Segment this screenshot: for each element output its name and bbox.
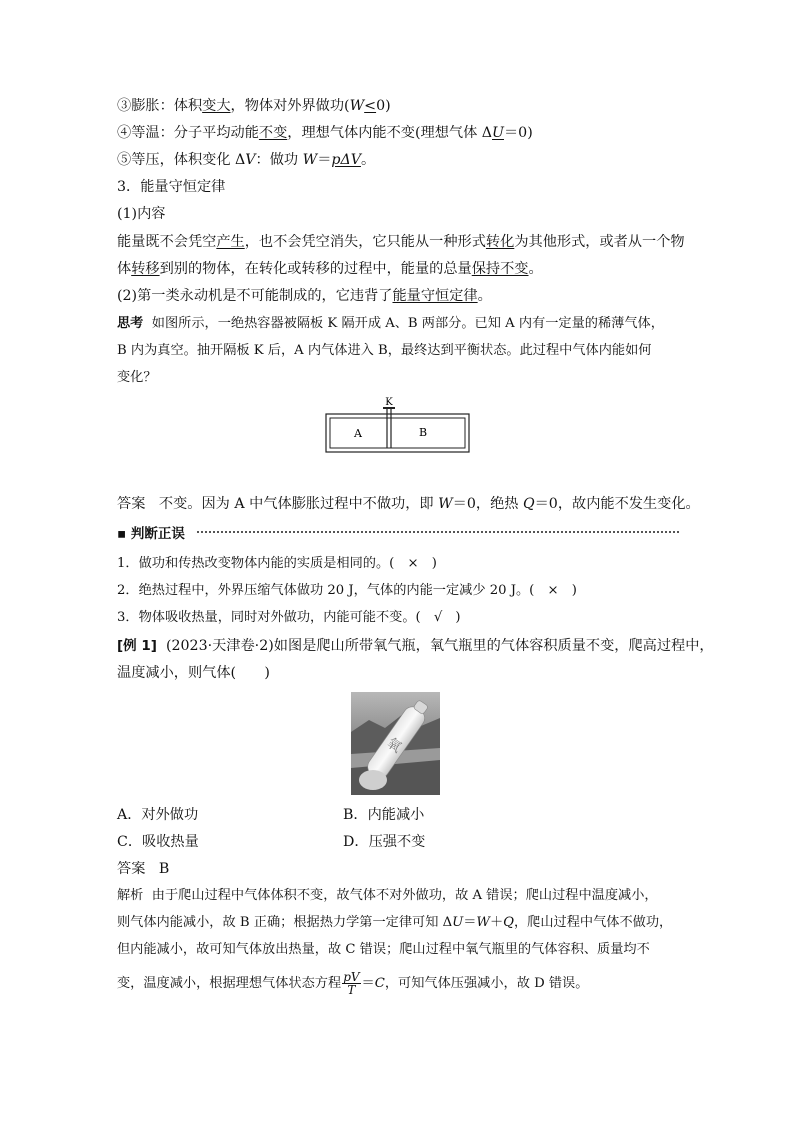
text: ＝0，绝热 bbox=[452, 496, 523, 512]
variable-q: Q bbox=[503, 915, 514, 930]
text: 但内能减小，故可知气体放出热量，故 C 错误；爬山过程中氧气瓶里的气体容积、质量均不 bbox=[117, 942, 650, 957]
text: 到别的物体，在转化或转移的过程中，能量的总量 bbox=[159, 261, 472, 277]
subheading-content bbox=[117, 204, 165, 224]
answer-value: B bbox=[158, 861, 170, 877]
text-line-perpetual-motion bbox=[117, 286, 492, 306]
variable-u: U bbox=[452, 915, 464, 930]
section-rule bbox=[197, 531, 679, 533]
example-label: [例 1] bbox=[117, 638, 157, 654]
answer-2-line bbox=[117, 859, 169, 879]
variable-c: C bbox=[374, 976, 385, 991]
text: (2)第一类永动机是不可能制成的，它违背了 bbox=[117, 288, 393, 304]
text: ：做功 bbox=[255, 152, 303, 168]
variable-u: U bbox=[492, 125, 504, 141]
text: 。 bbox=[528, 261, 543, 277]
text: ＝0，故内能不发生变化。 bbox=[534, 496, 700, 512]
judge-text: 3．物体吸收热量，同时对外做功，内能可能不变。( √ ) bbox=[117, 610, 461, 625]
text: 变化？ bbox=[117, 370, 157, 385]
analysis-line-4 bbox=[117, 970, 588, 998]
label-b: B bbox=[418, 426, 428, 439]
text: B 内为真空。抽开隔板 K 后，A 内气体进入 B，最终达到平衡状态。此过程中气体内能如何 bbox=[117, 343, 652, 358]
judge-item-2 bbox=[117, 581, 577, 601]
variable-w: W bbox=[438, 496, 453, 512]
think-label: 思考 bbox=[117, 316, 144, 331]
text: ③膨胀：体积 bbox=[117, 98, 203, 114]
text: (2023·天津卷·2)如图是爬山所带氧气瓶，氧气瓶里的气体容积质量不变，爬高过程中， bbox=[165, 638, 714, 654]
text: ，爬山过程中气体不做功， bbox=[513, 915, 673, 930]
text: ＝ bbox=[463, 915, 477, 930]
option-text: B．内能减小 bbox=[343, 807, 425, 823]
text: ，也不会凭空消失，它只能从一种形式 bbox=[244, 234, 486, 250]
text: 则气体内能减小，故 B 正确；根据热力学第一定律可知 Δ bbox=[117, 915, 453, 930]
section-title: ▪ 判断正误 bbox=[117, 526, 185, 542]
text: 体 bbox=[117, 261, 132, 277]
analysis-label: 解析 bbox=[117, 888, 144, 903]
section-heading-energy-conservation bbox=[117, 177, 225, 197]
oxygen-bottle-photo bbox=[351, 692, 440, 795]
option-b bbox=[343, 805, 424, 825]
analysis-line-3 bbox=[117, 940, 650, 960]
option-c bbox=[117, 832, 199, 852]
option-d bbox=[343, 832, 425, 852]
text: 如图所示，一绝热容器被隔板 K 隔开成 A、B 两部分。已知 A 内有一定量的稀薄气体， bbox=[151, 316, 664, 331]
option-a bbox=[117, 805, 198, 825]
section-bar-judge bbox=[117, 522, 679, 542]
text: 。 bbox=[360, 152, 376, 168]
analysis-line-2 bbox=[117, 913, 672, 933]
text: ，物体对外界做功( bbox=[230, 98, 350, 114]
text: 能量既不会凭空 bbox=[117, 234, 217, 250]
judge-text: 1．做功和传热改变物体内能的实质是相同的。( × ) bbox=[117, 556, 437, 571]
think-line-3 bbox=[117, 368, 157, 388]
text: 变，温度减小，根据理想气体状态方程 bbox=[117, 976, 342, 991]
text: 温度减小，则气体( ) bbox=[117, 665, 270, 681]
container-diagram bbox=[325, 396, 470, 453]
underlined-blank: 能量守恒定律 bbox=[392, 288, 478, 304]
fraction-denominator: T bbox=[347, 983, 356, 997]
bottle-label: 氧 bbox=[383, 735, 405, 757]
text: ＋ bbox=[489, 915, 504, 930]
example-line-2 bbox=[117, 663, 270, 683]
text: 。 bbox=[477, 288, 492, 304]
variable-w: W bbox=[302, 152, 318, 168]
answer-label: 答案 bbox=[117, 861, 146, 877]
text: ，理想气体内能不变(理想气体 Δ bbox=[287, 125, 493, 141]
underlined-blank: 转化 bbox=[485, 234, 515, 250]
judge-text: 2．绝热过程中，外界压缩气体做功 20 J，气体的内能一定减少 20 J。( × ) bbox=[117, 583, 577, 598]
heading-text: 3．能量守恒定律 bbox=[117, 179, 226, 195]
judge-item-1 bbox=[117, 554, 437, 574]
option-text: A．对外做功 bbox=[117, 807, 199, 823]
text: 为其他形式，或者从一个物 bbox=[514, 234, 685, 250]
think-line-1 bbox=[117, 314, 664, 334]
label-k: K bbox=[385, 397, 393, 408]
inner-wall bbox=[330, 418, 465, 448]
underlined-blank: 保持不变 bbox=[471, 261, 529, 277]
text: ④等温：分子平均动能 bbox=[117, 125, 259, 141]
text: ＝ bbox=[317, 152, 332, 168]
formula-fraction bbox=[342, 971, 360, 996]
text: ，可知气体压强减小，故 D 错误。 bbox=[384, 976, 589, 991]
underlined-blank: pΔV bbox=[331, 152, 361, 168]
variable-w: W bbox=[476, 915, 490, 930]
answer-label: 答案 bbox=[117, 496, 146, 512]
text: ＝0) bbox=[503, 125, 533, 141]
analysis-line-1 bbox=[117, 886, 658, 906]
underlined-blank: 产生 bbox=[216, 234, 245, 250]
text: ⑤等压，体积变化 Δ bbox=[117, 152, 246, 168]
variable-w: W bbox=[349, 98, 365, 114]
text-line-expansion bbox=[117, 96, 391, 116]
section-title-text: 判断正误 bbox=[130, 526, 185, 542]
text-line-law-1 bbox=[117, 232, 685, 252]
hand bbox=[359, 770, 387, 790]
underlined-blank: 不变 bbox=[258, 125, 288, 141]
think-line-2 bbox=[117, 341, 651, 361]
answer-line bbox=[117, 494, 700, 514]
fraction-numerator: pV bbox=[343, 970, 360, 984]
example-line-1 bbox=[117, 636, 714, 656]
heading-text: (1)内容 bbox=[117, 206, 166, 222]
text-line-isothermal bbox=[117, 123, 533, 143]
text: ＝ bbox=[361, 976, 375, 991]
label-a: A bbox=[354, 427, 362, 440]
text-line-isobaric bbox=[117, 150, 375, 170]
text-line-law-2 bbox=[117, 259, 543, 279]
judge-item-3 bbox=[117, 608, 461, 628]
text: 由于爬山过程中气体体积不变，故气体不对外做功，故 A 错误；爬山过程中温度减小， bbox=[151, 888, 658, 903]
option-text: D．压强不变 bbox=[343, 834, 426, 850]
underlined-blank: 转移 bbox=[131, 261, 160, 277]
option-text: C．吸收热量 bbox=[117, 834, 199, 850]
variable-q: Q bbox=[522, 496, 535, 512]
variable-v: V bbox=[245, 152, 256, 168]
text: 不变。因为 A 中气体膨胀过程中不做功，即 bbox=[158, 496, 439, 512]
underlined-blank: 变大 bbox=[202, 98, 231, 114]
text: 0) bbox=[376, 98, 391, 114]
underlined-blank: < bbox=[364, 98, 377, 114]
